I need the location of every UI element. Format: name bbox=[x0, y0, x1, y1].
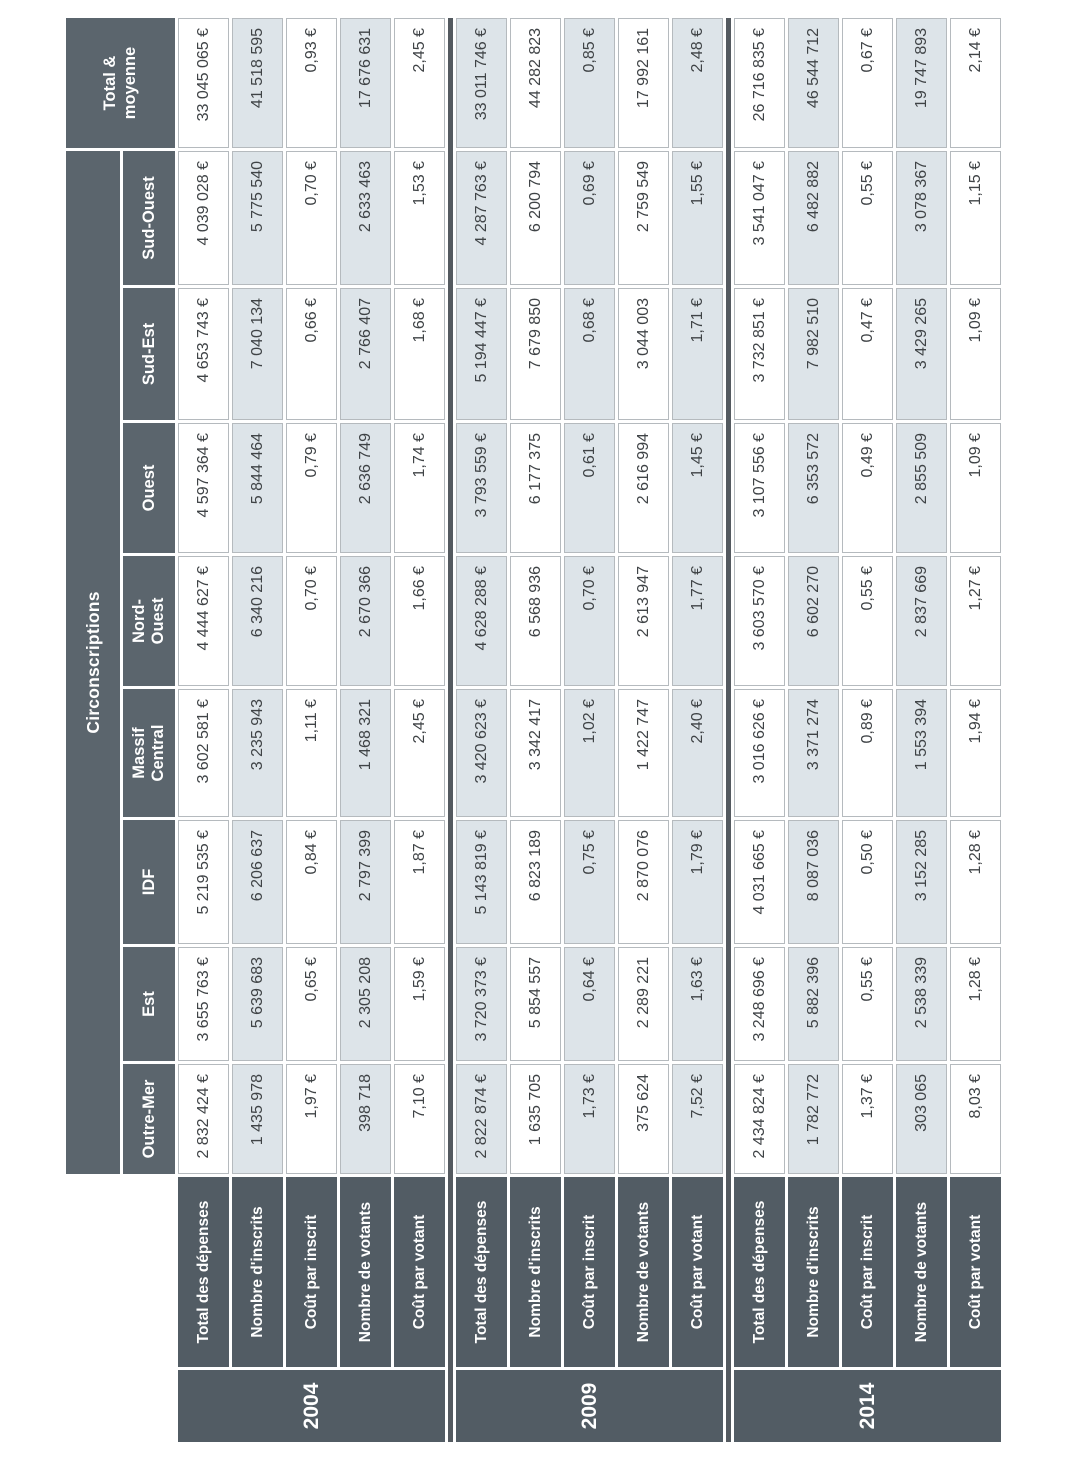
value-cell: 1,37 € bbox=[842, 1064, 893, 1174]
value-cell: 2,48 € bbox=[672, 18, 723, 148]
value-cell: 4 444 627 € bbox=[178, 556, 229, 686]
value-cell: 46 544 712 bbox=[788, 18, 839, 148]
metric-label: Nombre d'inscrits bbox=[788, 1177, 839, 1367]
value-cell: 6 568 936 bbox=[510, 556, 561, 686]
value-cell: 3 720 373 € bbox=[456, 947, 507, 1061]
value-cell: 5 854 557 bbox=[510, 947, 561, 1061]
total-moyenne-header bbox=[66, 18, 175, 148]
value-cell: 3 235 943 bbox=[232, 689, 283, 817]
region-header-nord-ouest: Nord-Ouest bbox=[123, 556, 175, 686]
value-cell: 5 219 535 € bbox=[178, 820, 229, 944]
value-cell: 1,27 € bbox=[950, 556, 1001, 686]
value-cell: 17 676 631 bbox=[340, 18, 391, 148]
value-cell: 3 429 265 bbox=[896, 288, 947, 420]
value-cell: 2 759 549 bbox=[618, 151, 669, 285]
circonscriptions-header: Circonscriptions bbox=[66, 151, 120, 1174]
value-cell: 1,66 € bbox=[394, 556, 445, 686]
header-row-top bbox=[66, 18, 120, 1442]
value-cell: 33 045 065 € bbox=[178, 18, 229, 148]
table-row bbox=[286, 18, 337, 1442]
table-row bbox=[618, 18, 669, 1442]
value-cell: 2 832 424 € bbox=[178, 1064, 229, 1174]
value-cell: 6 177 375 bbox=[510, 423, 561, 553]
value-cell: 0,55 € bbox=[842, 556, 893, 686]
value-cell: 4 653 743 € bbox=[178, 288, 229, 420]
value-cell: 1,09 € bbox=[950, 288, 1001, 420]
table-row bbox=[734, 18, 785, 1442]
value-cell: 1,79 € bbox=[672, 820, 723, 944]
metric-label: Total des dépenses bbox=[456, 1177, 507, 1367]
value-cell: 3 342 417 bbox=[510, 689, 561, 817]
table-row bbox=[178, 18, 229, 1442]
group-separator bbox=[448, 18, 453, 1442]
value-cell: 5 143 819 € bbox=[456, 820, 507, 944]
value-cell: 3 793 559 € bbox=[456, 423, 507, 553]
value-cell: 5 194 447 € bbox=[456, 288, 507, 420]
value-cell: 0,89 € bbox=[842, 689, 893, 817]
value-cell: 2 305 208 bbox=[340, 947, 391, 1061]
value-cell: 2,14 € bbox=[950, 18, 1001, 148]
value-cell: 1,68 € bbox=[394, 288, 445, 420]
corner-cell bbox=[66, 1177, 175, 1442]
value-cell: 2 822 874 € bbox=[456, 1064, 507, 1174]
value-cell: 0,79 € bbox=[286, 423, 337, 553]
value-cell: 1,73 € bbox=[564, 1064, 615, 1174]
value-cell: 375 624 bbox=[618, 1064, 669, 1174]
value-cell: 2,45 € bbox=[394, 18, 445, 148]
value-cell: 4 628 288 € bbox=[456, 556, 507, 686]
region-header-massif-central: Massif Central bbox=[123, 689, 175, 817]
group-separator bbox=[726, 18, 731, 1442]
year-label: 2014 bbox=[734, 1370, 1001, 1442]
value-cell: 1,94 € bbox=[950, 689, 1001, 817]
value-cell: 2,40 € bbox=[672, 689, 723, 817]
table-row bbox=[788, 18, 839, 1442]
value-cell: 8,03 € bbox=[950, 1064, 1001, 1174]
metric-label: Nombre de votants bbox=[896, 1177, 947, 1367]
value-cell: 2 766 407 bbox=[340, 288, 391, 420]
metric-label: Coût par votant bbox=[394, 1177, 445, 1367]
value-cell: 1 635 705 bbox=[510, 1064, 561, 1174]
value-cell: 2 613 947 bbox=[618, 556, 669, 686]
value-cell: 3 371 274 bbox=[788, 689, 839, 817]
value-cell: 0,85 € bbox=[564, 18, 615, 148]
value-cell: 1,45 € bbox=[672, 423, 723, 553]
metric-label: Nombre d'inscrits bbox=[232, 1177, 283, 1367]
value-cell: 3 078 367 bbox=[896, 151, 947, 285]
value-cell: 6 353 572 bbox=[788, 423, 839, 553]
metric-label: Coût par votant bbox=[672, 1177, 723, 1367]
value-cell: 2 636 749 bbox=[340, 423, 391, 553]
value-cell: 3 603 570 € bbox=[734, 556, 785, 686]
metric-label: Total des dépenses bbox=[178, 1177, 229, 1367]
value-cell: 3 044 003 bbox=[618, 288, 669, 420]
value-cell: 1,63 € bbox=[672, 947, 723, 1061]
value-cell: 3 732 851 € bbox=[734, 288, 785, 420]
value-cell: 3 655 763 € bbox=[178, 947, 229, 1061]
value-cell: 0,55 € bbox=[842, 151, 893, 285]
value-cell: 0,75 € bbox=[564, 820, 615, 944]
metric-label: Nombre de votants bbox=[340, 1177, 391, 1367]
value-cell: 0,68 € bbox=[564, 288, 615, 420]
value-cell: 2 289 221 bbox=[618, 947, 669, 1061]
value-cell: 7,52 € bbox=[672, 1064, 723, 1174]
value-cell: 7,10 € bbox=[394, 1064, 445, 1174]
value-cell: 26 716 835 € bbox=[734, 18, 785, 148]
value-cell: 1,59 € bbox=[394, 947, 445, 1061]
value-cell: 3 016 626 € bbox=[734, 689, 785, 817]
metric-label: Nombre de votants bbox=[618, 1177, 669, 1367]
value-cell: 4 031 665 € bbox=[734, 820, 785, 944]
value-cell: 2 633 463 bbox=[340, 151, 391, 285]
region-header-ouest: Ouest bbox=[123, 423, 175, 553]
table-row bbox=[842, 18, 893, 1442]
value-cell: 1 422 747 bbox=[618, 689, 669, 817]
value-cell: 2,45 € bbox=[394, 689, 445, 817]
group-separator-bar bbox=[448, 18, 453, 1442]
value-cell: 1 553 394 bbox=[896, 689, 947, 817]
value-cell: 5 882 396 bbox=[788, 947, 839, 1061]
value-cell: 1,77 € bbox=[672, 556, 723, 686]
value-cell: 0,67 € bbox=[842, 18, 893, 148]
metric-label: Coût par inscrit bbox=[564, 1177, 615, 1367]
metric-label: Nombre d'inscrits bbox=[510, 1177, 561, 1367]
value-cell: 6 482 882 bbox=[788, 151, 839, 285]
value-cell: 2 797 399 bbox=[340, 820, 391, 944]
value-cell: 2 434 824 € bbox=[734, 1064, 785, 1174]
value-cell: 4 597 364 € bbox=[178, 423, 229, 553]
value-cell: 41 518 595 bbox=[232, 18, 283, 148]
table-row bbox=[672, 18, 723, 1442]
region-header-sud-est: Sud-Est bbox=[123, 288, 175, 420]
table-row bbox=[394, 18, 445, 1442]
metric-label: Coût par inscrit bbox=[286, 1177, 337, 1367]
value-cell: 0,61 € bbox=[564, 423, 615, 553]
value-cell: 33 011 746 € bbox=[456, 18, 507, 148]
value-cell: 7 982 510 bbox=[788, 288, 839, 420]
value-cell: 1,15 € bbox=[950, 151, 1001, 285]
table-body bbox=[178, 18, 1001, 1442]
value-cell: 19 747 893 bbox=[896, 18, 947, 148]
value-cell: 1,28 € bbox=[950, 820, 1001, 944]
value-cell: 3 420 623 € bbox=[456, 689, 507, 817]
region-header-outre-mer: Outre-Mer bbox=[123, 1064, 175, 1174]
region-header-est: Est bbox=[123, 947, 175, 1061]
year-label: 2004 bbox=[178, 1370, 445, 1442]
rotated-table-container bbox=[63, 15, 1004, 1445]
value-cell: 1,02 € bbox=[564, 689, 615, 817]
value-cell: 1 468 321 bbox=[340, 689, 391, 817]
table-row bbox=[232, 18, 283, 1442]
value-cell: 0,50 € bbox=[842, 820, 893, 944]
value-cell: 0,93 € bbox=[286, 18, 337, 148]
value-cell: 398 718 bbox=[340, 1064, 391, 1174]
value-cell: 4 039 028 € bbox=[178, 151, 229, 285]
value-cell: 2 538 339 bbox=[896, 947, 947, 1061]
value-cell: 6 200 794 bbox=[510, 151, 561, 285]
value-cell: 6 206 637 bbox=[232, 820, 283, 944]
table-row bbox=[340, 18, 391, 1442]
metric-label: Total des dépenses bbox=[734, 1177, 785, 1367]
value-cell: 6 602 270 bbox=[788, 556, 839, 686]
value-cell: 7 679 850 bbox=[510, 288, 561, 420]
year-label: 2009 bbox=[456, 1370, 723, 1442]
value-cell: 6 823 189 bbox=[510, 820, 561, 944]
value-cell: 0,49 € bbox=[842, 423, 893, 553]
region-header-sud-ouest: Sud-Ouest bbox=[123, 151, 175, 285]
value-cell: 2 855 509 bbox=[896, 423, 947, 553]
value-cell: 1 782 772 bbox=[788, 1064, 839, 1174]
value-cell: 1,28 € bbox=[950, 947, 1001, 1061]
value-cell: 303 065 bbox=[896, 1064, 947, 1174]
value-cell: 1,55 € bbox=[672, 151, 723, 285]
value-cell: 3 152 285 bbox=[896, 820, 947, 944]
table-row bbox=[896, 18, 947, 1442]
value-cell: 2 616 994 bbox=[618, 423, 669, 553]
value-cell: 3 107 556 € bbox=[734, 423, 785, 553]
metric-label: Coût par votant bbox=[950, 1177, 1001, 1367]
value-cell: 0,64 € bbox=[564, 947, 615, 1061]
value-cell: 3 248 696 € bbox=[734, 947, 785, 1061]
value-cell: 2 870 076 bbox=[618, 820, 669, 944]
value-cell: 1,53 € bbox=[394, 151, 445, 285]
value-cell: 0,55 € bbox=[842, 947, 893, 1061]
value-cell: 1,11 € bbox=[286, 689, 337, 817]
value-cell: 1,74 € bbox=[394, 423, 445, 553]
value-cell: 0,70 € bbox=[286, 556, 337, 686]
value-cell: 3 602 581 € bbox=[178, 689, 229, 817]
value-cell: 1,87 € bbox=[394, 820, 445, 944]
value-cell: 5 775 540 bbox=[232, 151, 283, 285]
table-row bbox=[564, 18, 615, 1442]
table-row bbox=[456, 18, 507, 1442]
group-separator-bar bbox=[726, 18, 731, 1442]
value-cell: 1,97 € bbox=[286, 1064, 337, 1174]
value-cell: 44 282 823 bbox=[510, 18, 561, 148]
results-table bbox=[63, 15, 1004, 1445]
value-cell: 0,69 € bbox=[564, 151, 615, 285]
value-cell: 5 639 683 bbox=[232, 947, 283, 1061]
value-cell: 7 040 134 bbox=[232, 288, 283, 420]
value-cell: 0,70 € bbox=[286, 151, 337, 285]
table-row bbox=[510, 18, 561, 1442]
metric-label: Coût par inscrit bbox=[842, 1177, 893, 1367]
value-cell: 1,09 € bbox=[950, 423, 1001, 553]
value-cell: 3 541 047 € bbox=[734, 151, 785, 285]
value-cell: 2 670 366 bbox=[340, 556, 391, 686]
value-cell: 0,66 € bbox=[286, 288, 337, 420]
value-cell: 0,70 € bbox=[564, 556, 615, 686]
value-cell: 0,47 € bbox=[842, 288, 893, 420]
value-cell: 17 992 161 bbox=[618, 18, 669, 148]
value-cell: 2 837 669 bbox=[896, 556, 947, 686]
value-cell: 8 087 036 bbox=[788, 820, 839, 944]
region-header-idf: IDF bbox=[123, 820, 175, 944]
table-row bbox=[950, 18, 1001, 1442]
value-cell: 0,84 € bbox=[286, 820, 337, 944]
value-cell: 1,71 € bbox=[672, 288, 723, 420]
value-cell: 5 844 464 bbox=[232, 423, 283, 553]
value-cell: 6 340 216 bbox=[232, 556, 283, 686]
value-cell: 1 435 978 bbox=[232, 1064, 283, 1174]
value-cell: 4 287 763 € bbox=[456, 151, 507, 285]
value-cell: 0,65 € bbox=[286, 947, 337, 1061]
total-moyenne-label: Total & moyenne bbox=[101, 46, 139, 120]
